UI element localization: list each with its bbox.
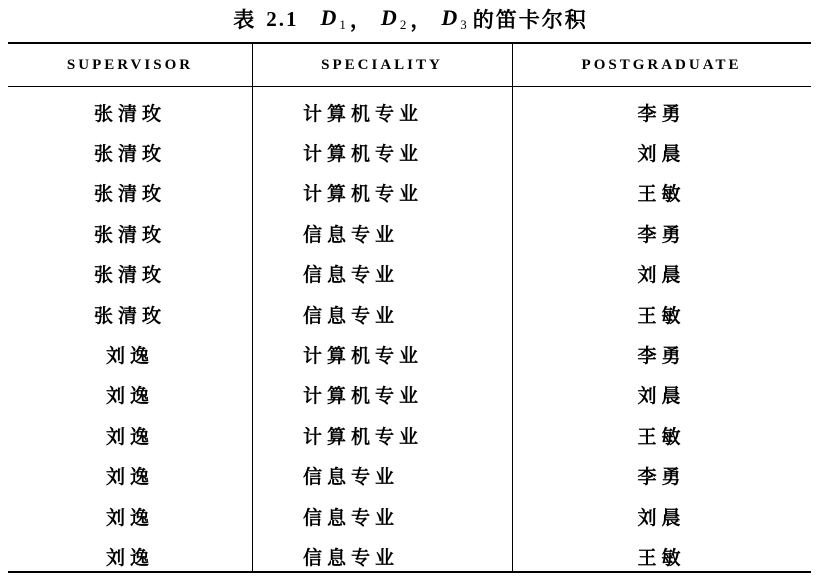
cell-speciality: 信息专业 xyxy=(303,466,400,489)
cell-speciality: 计算机专业 xyxy=(303,183,424,206)
caption-separator: ， xyxy=(410,7,434,32)
caption-set-3 xyxy=(441,5,468,33)
table-header-rule xyxy=(8,86,811,87)
cell-supervisor: 刘逸 xyxy=(105,425,154,448)
table-row xyxy=(8,415,811,455)
cell-supervisor: 刘逸 xyxy=(105,385,154,408)
table-row xyxy=(8,496,811,536)
table-caption xyxy=(0,4,821,34)
table-row xyxy=(8,294,811,334)
cell-supervisor: 张清玫 xyxy=(93,304,166,327)
cell-supervisor: 张清玫 xyxy=(93,264,166,287)
caption-set-1 xyxy=(321,5,348,33)
caption-set-1-name: D xyxy=(320,5,339,30)
cell-postgraduate: 刘晨 xyxy=(637,506,686,529)
cell-speciality: 信息专业 xyxy=(303,304,400,327)
caption-prefix: 表 xyxy=(233,7,257,32)
caption-separator: ， xyxy=(349,7,373,32)
cell-postgraduate: 李勇 xyxy=(637,466,686,489)
cell-postgraduate: 王敏 xyxy=(637,425,686,448)
caption-suffix: 的笛卡尔积 xyxy=(472,7,588,32)
caption-set-1-sub: 1 xyxy=(339,17,348,32)
cell-speciality: 信息专业 xyxy=(303,223,400,246)
cell-supervisor: 张清玫 xyxy=(93,183,166,206)
cell-supervisor: 刘逸 xyxy=(105,506,154,529)
column-header-postgraduate: POSTGRADUATE xyxy=(581,56,742,73)
table-row xyxy=(8,334,811,374)
cell-speciality: 信息专业 xyxy=(303,264,400,287)
column-header-speciality: SPECIALITY xyxy=(321,56,443,73)
cell-postgraduate: 刘晨 xyxy=(637,385,686,408)
caption-set-2-sub: 2 xyxy=(399,17,409,32)
cell-postgraduate: 王敏 xyxy=(637,183,686,206)
caption-set-3-sub: 3 xyxy=(460,17,469,32)
cell-supervisor: 张清玫 xyxy=(93,223,166,246)
table-row xyxy=(8,173,811,213)
caption-number: 2.1 xyxy=(266,6,299,31)
table-row xyxy=(8,456,811,496)
table-row xyxy=(8,213,811,253)
caption-set-2-name: D xyxy=(380,5,399,30)
cell-postgraduate: 刘晨 xyxy=(637,143,686,166)
cell-speciality: 计算机专业 xyxy=(303,385,424,408)
cell-speciality: 信息专业 xyxy=(303,506,400,529)
cell-supervisor: 张清玫 xyxy=(93,102,166,125)
table-row xyxy=(8,254,811,294)
cell-postgraduate: 刘晨 xyxy=(637,264,686,287)
cell-postgraduate: 李勇 xyxy=(637,345,686,368)
cell-postgraduate: 王敏 xyxy=(637,304,686,327)
cell-speciality: 计算机专业 xyxy=(303,143,424,166)
cell-supervisor: 张清玫 xyxy=(93,143,166,166)
cell-speciality: 信息专业 xyxy=(303,546,400,569)
table-row xyxy=(8,375,811,415)
table-body xyxy=(8,92,811,577)
cell-supervisor: 刘逸 xyxy=(105,345,154,368)
table-header xyxy=(8,44,811,86)
caption-set-3-name: D xyxy=(441,5,460,30)
cell-speciality: 计算机专业 xyxy=(303,102,424,125)
cell-postgraduate: 李勇 xyxy=(637,102,686,125)
cell-supervisor: 刘逸 xyxy=(105,546,154,569)
caption-set-2 xyxy=(381,5,408,33)
cell-postgraduate: 王敏 xyxy=(637,546,686,569)
table-row xyxy=(8,132,811,172)
cell-speciality: 计算机专业 xyxy=(303,425,424,448)
column-header-supervisor: SUPERVISOR xyxy=(66,56,194,73)
table-bottom-rule xyxy=(8,571,811,573)
table-row xyxy=(8,92,811,132)
cell-supervisor: 刘逸 xyxy=(105,466,154,489)
cell-speciality: 计算机专业 xyxy=(303,345,424,368)
cell-postgraduate: 李勇 xyxy=(637,223,686,246)
